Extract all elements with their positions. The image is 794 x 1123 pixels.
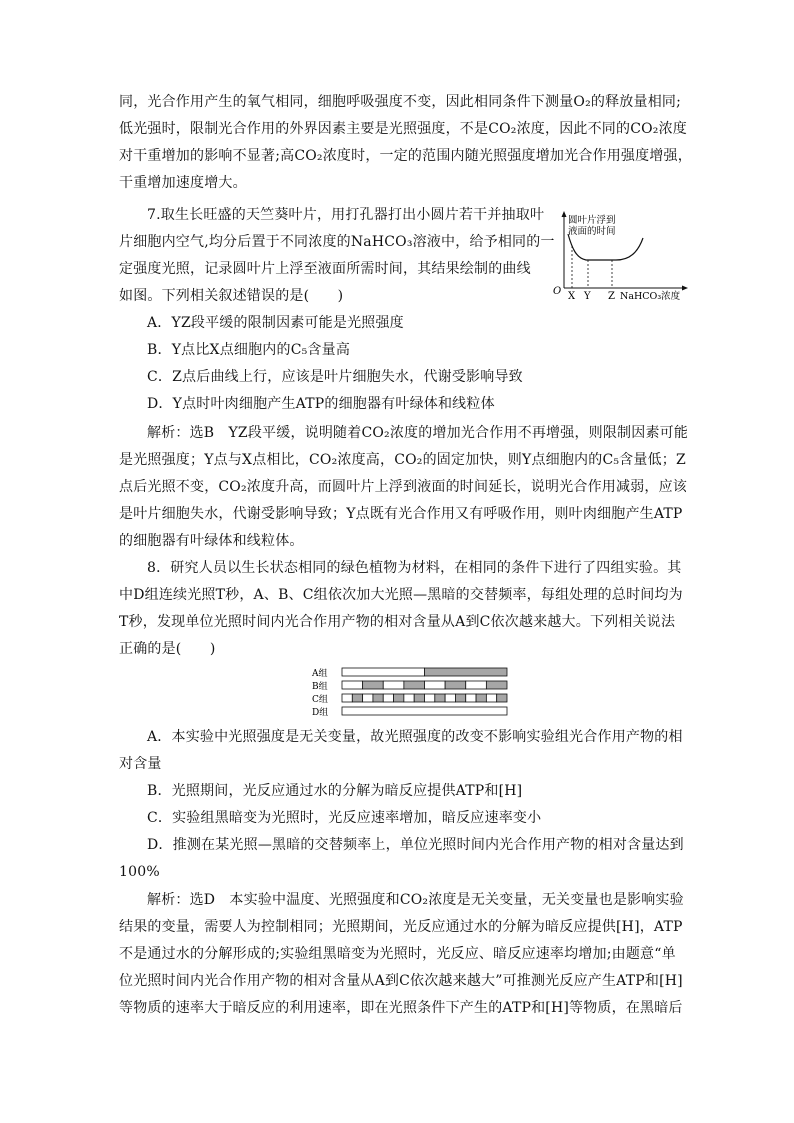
light-segment xyxy=(342,707,507,715)
group-label: C组 xyxy=(312,695,328,705)
dark-segment xyxy=(455,694,465,702)
light-segment xyxy=(466,694,476,702)
light-segment xyxy=(425,694,435,702)
dark-segment xyxy=(497,694,507,702)
dark-segment xyxy=(435,694,445,702)
dark-segment xyxy=(476,694,486,702)
question-8-stem: 8．研究人员以生长状态相同的绿色植物为材料，在相同的条件下进行了四组实验。其 xyxy=(147,560,682,576)
light-segment xyxy=(445,694,455,702)
text-line: 低光强时，限制光合作用的外界因素主要是光照强度，不是CO₂浓度，因此不同的CO₂浓度 xyxy=(119,121,688,137)
option-a: A．YZ段平缓的限制因素可能是光照强度 xyxy=(147,315,404,331)
option-a: A．本实验中光照强度是无关变量，故光照强度的改变不影响实验组光合作用产物的相 xyxy=(147,729,683,745)
light-segment xyxy=(342,694,352,702)
analysis-7: 解析：选B YZ段平缓，说明随着CO₂浓度的增加光合作用不再增强，则限制因素可能 xyxy=(147,425,689,441)
option-c: C．Z点后曲线上行，应该是叶片细胞失水，代谢受影响导致 xyxy=(147,369,523,385)
light-segment xyxy=(383,681,404,689)
option-c: C．实验组黑暗变为光照时，光反应速率增加，暗反应速率变小 xyxy=(147,810,542,826)
text-line: 定强度光照，记录圆叶片上浮至液面所需时间，其结果绘制的曲线 xyxy=(119,261,531,277)
text-line: 结果的变量，需要人为控制相同；光照期间，光反应通过水的分解为暗反应提供[H]，ATP xyxy=(119,919,683,935)
text-line: 等物质的速率大于暗反应的利用速率，即在光照条件下产生的ATP和[H]等物质，在黑暗后 xyxy=(119,1000,683,1016)
light-segment xyxy=(486,694,496,702)
option-d: D．推测在某光照—黑暗的交替频率上，单位光照时间内光合作用产物的相对含量达到 xyxy=(147,837,684,853)
option-b: B．光照期间，光反应通过水的分解为暗反应提供ATP和[H] xyxy=(147,783,523,799)
light-segment xyxy=(425,681,446,689)
light-segment xyxy=(383,694,393,702)
text-line: T秒，发现单位光照时间内光合作用产物的相对含量从A到C依次越来越大。下列相关说法 xyxy=(119,614,676,630)
x-axis-arrow xyxy=(682,286,688,291)
figure-time-vs-nahco3 xyxy=(548,210,690,302)
text-line: 是叶片细胞失水，代谢受影响导致；Y点既有光合作用又有呼吸作用，则叶肉细胞产生ATP xyxy=(119,506,683,522)
tick-x: X xyxy=(568,291,576,302)
y-label-1: 圆叶片浮到 xyxy=(568,215,616,226)
text-line: 中D组连续光照T秒，A、B、C组依次加大光照—黑暗的交替频率，每组处理的总时间均为 xyxy=(119,587,683,603)
question-7-stem: 7.取生长旺盛的天竺葵叶片，用打孔器打出小圆片若干并抽取叶 xyxy=(147,207,545,223)
text-line: 干重增加速度增大。 xyxy=(119,175,247,191)
light-segment xyxy=(466,681,487,689)
dark-segment xyxy=(352,694,362,702)
light-segment xyxy=(404,694,414,702)
dark-segment xyxy=(486,681,507,689)
group-label: A组 xyxy=(312,669,328,679)
x-axis-label: NaHCO₃浓度 xyxy=(620,291,681,302)
tick-y: Y xyxy=(584,291,591,302)
text-line: 对含量 xyxy=(119,756,162,772)
group-label: D组 xyxy=(312,708,329,718)
option-d: D．Y点时叶肉细胞产生ATP的细胞器有叶绿体和线粒体 xyxy=(147,396,495,412)
dark-segment xyxy=(414,694,424,702)
dark-segment xyxy=(425,668,508,676)
text-line: 如图。下列相关叙述错误的是( ) xyxy=(119,288,344,304)
text-line: 点后光照不变，CO₂浓度升高，而圆叶片上浮到液面的时间延长，说明光合作用减弱，应该 xyxy=(119,479,687,495)
text-line: 是光照强度；Y点与X点相比，CO₂浓度高，CO₂的固定加快，则Y点细胞内的C₅含量低；Z xyxy=(119,452,686,468)
group-label: B组 xyxy=(312,682,328,692)
figure-light-dark-groups xyxy=(310,666,515,724)
dark-segment xyxy=(394,694,404,702)
text-line: 位光照时间内光合作用产物的相对含量从A到C依次越来越大”可推测光反应产生ATP和[H] xyxy=(119,973,683,989)
y-axis-arrow xyxy=(562,211,567,217)
analysis-8: 解析：选D 本实验中温度、光照强度和CO₂浓度是无关变量，无关变量也是影响实验 xyxy=(147,892,684,908)
text-line: 100% xyxy=(119,864,160,880)
text-line: 片细胞内空气,均分后置于不同浓度的NaHCO₃溶液中，给予相同的一 xyxy=(119,234,555,250)
text-line: 的细胞器有叶绿体和线粒体。 xyxy=(119,533,304,549)
option-b: B．Y点比X点细胞内的C₅含量高 xyxy=(147,342,351,358)
tick-z: Z xyxy=(608,291,615,302)
origin-label: O xyxy=(553,286,562,297)
dark-segment xyxy=(445,681,466,689)
curve-line xyxy=(568,234,643,260)
text-line: 不是通过水的分解形成的;实验组黑暗变为光照时，光反应、暗反应速率均增加;由题意“单 xyxy=(119,946,676,962)
dark-segment xyxy=(363,681,384,689)
text-line: 正确的是( ) xyxy=(119,641,216,657)
y-label-2: 液面的时间 xyxy=(568,226,616,237)
light-segment xyxy=(342,668,425,676)
text-line: 同，光合作用产生的氧气相同，细胞呼吸强度不变，因此相同条件下测量O₂的释放量相同; xyxy=(119,94,682,110)
light-segment xyxy=(363,694,373,702)
text-line: 对干重增加的影响不显著;高CO₂浓度时，一定的范围内随光照强度增加光合作用强度增强， xyxy=(119,148,692,164)
light-segment xyxy=(342,681,363,689)
dark-segment xyxy=(373,694,383,702)
dark-segment xyxy=(404,681,425,689)
